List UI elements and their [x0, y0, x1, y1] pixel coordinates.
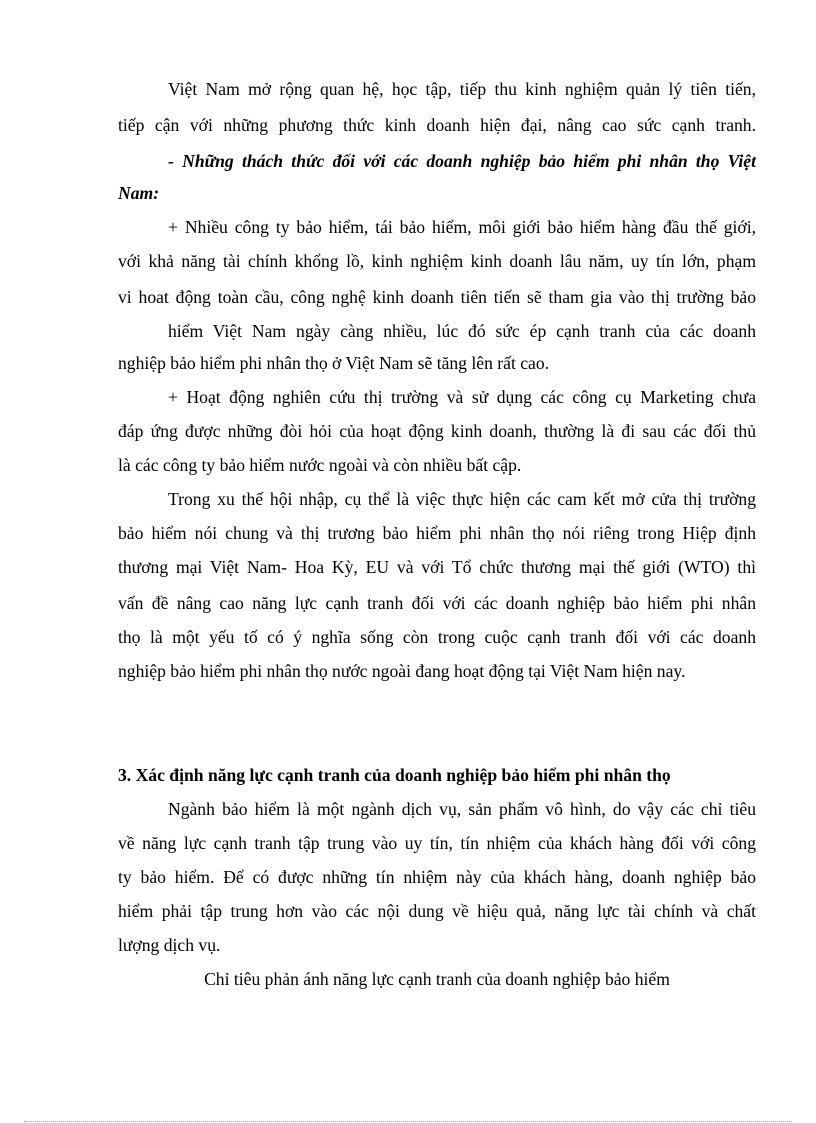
subheading-line: - Những thách thức đối với các doanh nghiệp bảo hiểm phi nhân thọ Việt — [168, 151, 756, 171]
paragraph-line: vấn đề nâng cao năng lực cạnh tranh đối với các doanh nghiệp bảo hiểm phi nhân — [118, 593, 756, 613]
paragraph-line: nghiệp bảo hiểm phi nhân thọ ở Việt Nam sẽ tăng lên rất cao. — [118, 353, 550, 373]
paragraph-line: thọ là một yếu tố có ý nghĩa sống còn trong cuộc cạnh tranh đối với các doanh — [118, 627, 756, 647]
paragraph-line: là các công ty bảo hiểm nước ngoài và còn nhiều bất cập. — [118, 455, 522, 475]
paragraph-line: vi hoat động toàn cầu, công nghệ kinh doanh tiên tiến sẽ tham gia vào thị trường bảo — [118, 287, 756, 307]
paragraph-line: nghiệp bảo hiểm phi nhân thọ nước ngoài đang hoạt động tại Việt Nam hiện nay. — [118, 661, 686, 681]
section-heading: 3. Xác định năng lực cạnh tranh của doanh nghiệp bảo hiểm phi nhân thọ — [118, 765, 671, 785]
paragraph-line: + Nhiều công ty bảo hiểm, tái bảo hiểm, môi giới bảo hiểm hàng đầu thế giới, — [168, 217, 756, 237]
paragraph-line: Ngành bảo hiểm là một ngành dịch vụ, sản phẩm vô hình, do vậy các chỉ tiêu — [168, 799, 756, 819]
paragraph-line: ty bảo hiểm. Để có được những tín nhiệm này của khách hàng, doanh nghiệp bảo — [118, 867, 756, 887]
paragraph-line: + Hoạt động nghiên cứu thị trường và sử dụng các công cụ Marketing chưa — [168, 387, 756, 407]
subheading-line: Nam: — [118, 183, 160, 203]
paragraph-line: Trong xu thế hội nhập, cụ thể là việc thực hiện các cam kết mở cửa thị trường — [168, 489, 756, 509]
paragraph-line: tiếp cận với những phương thức kinh doanh hiện đại, nâng cao sức cạnh tranh. — [118, 115, 756, 135]
paragraph-line: thương mại Việt Nam- Hoa Kỳ, EU và với Tổ chức thương mại thế giới (WTO) thì — [118, 557, 756, 577]
paragraph-line: với khả năng tài chính khổng lồ, kinh nghiệm kinh doanh lâu năm, uy tín lớn, phạm — [118, 251, 756, 271]
paragraph-line: hiểm phải tập trung hơn vào các nội dung về hiệu quả, năng lực tài chính và chất — [118, 901, 756, 921]
page-bottom-rule — [24, 1121, 792, 1122]
paragraph-line: về năng lực cạnh tranh tập trung vào uy tín, tín nhiệm của khách hàng đối với công — [118, 833, 756, 853]
table-caption: Chỉ tiêu phản ánh năng lực cạnh tranh của doanh nghiệp bảo hiểm — [204, 969, 670, 989]
paragraph-line: lượng dịch vụ. — [118, 935, 221, 955]
paragraph-line: đáp ứng được những đòi hỏi của hoạt động kinh doanh, thường là đi sau các đối thủ — [118, 421, 756, 441]
paragraph-line: bảo hiểm nói chung và thị trương bảo hiểm phi nhân thọ nói riêng trong Hiệp định — [118, 523, 756, 543]
paragraph-line: Việt Nam mở rộng quan hệ, học tập, tiếp thu kinh nghiệm quản lý tiên tiến, — [168, 79, 756, 99]
paragraph-line: hiểm Việt Nam ngày càng nhiều, lúc đó sức ép cạnh tranh của các doanh — [168, 321, 756, 341]
